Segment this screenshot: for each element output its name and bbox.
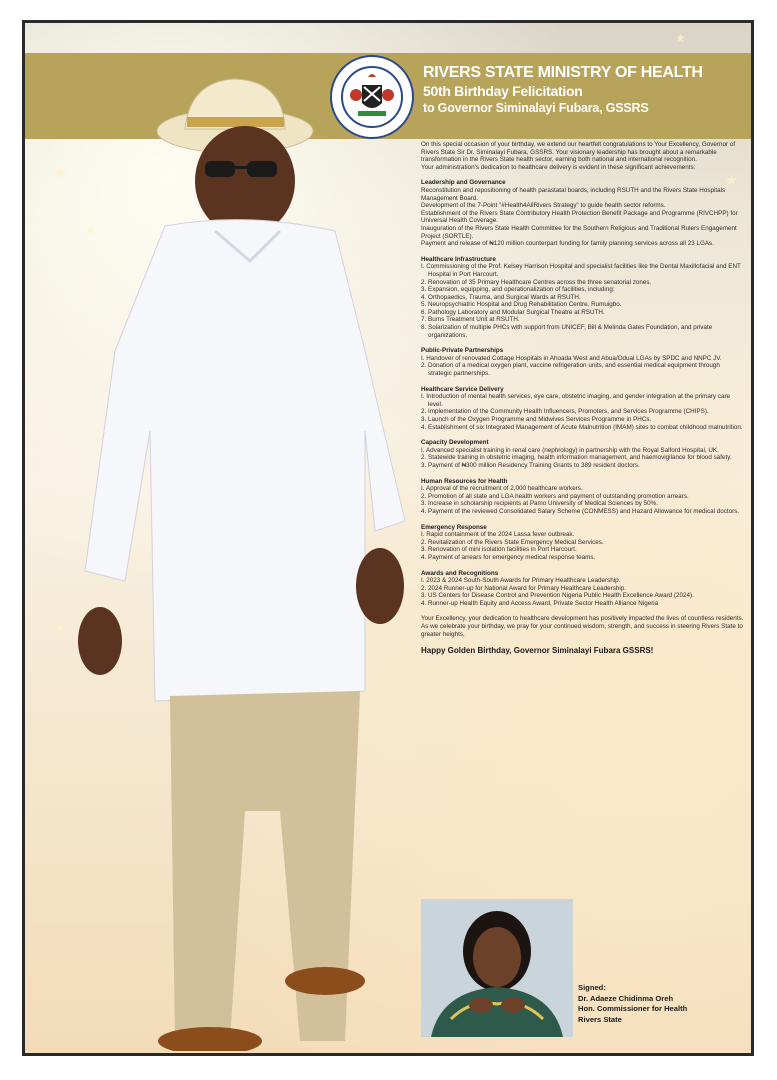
list-item: I. Advanced specialist training in renal care (nephrology) in partnership with the Royal Salford Hospital, UK. [421,446,719,454]
list-item: Reconstitution and repositioning of health parastatal boards, including RSUTH and the Rivers State Hospitals Management Board. [421,186,726,202]
section-service-delivery [421,386,745,432]
star-icon: ★ [53,163,68,182]
governor-photo [45,51,425,1051]
intro-paragraph: On this special occasion of your birthday, we extend our heartfelt congratulations to Your Excellency, Governor of Rivers State Sir Dr. Siminalayi Fubara, GSSRS. Your visionary leadership has brought about a remarkable transformation in the Rivers State health sector, earning both national and international recognition. [421,141,736,164]
section-heading: Healthcare Infrastructure [421,255,496,263]
list-item: 5. Neuropsychiatric Hospital and Drug Rehabilitation Centre, Rumuigbo. [421,301,622,309]
signatory-state: Rivers State [578,1014,622,1024]
section-infrastructure [421,256,745,340]
list-item: 2. Renovation of 35 Primary Healthcare Centres across the three senatorial zones. [421,278,652,286]
list-item: I. Approval of the recruitment of 2,000 healthcare workers. [421,485,583,493]
list-item: I. Rapid containment of the 2024 Lassa fever outbreak. [421,531,575,539]
list-item: 3. Payment of ₦300 million Residency Training Grants to 389 resident doctors. [421,461,640,469]
list-item: 4. Payment of the reviewed Consolidated Salary Scheme (CONMESS) and Hazard Allowance for medical doctors. [421,507,740,515]
star-icon: ★ [725,173,738,189]
section-human-resources [421,478,745,516]
list-item: Development of the 7-Point "#Health4AllRivers Strategy" to guide health sector reforms. [421,202,666,210]
list-item: I. 2023 & 2024 South-South Awards for Primary Healthcare Leadership. [421,577,621,585]
section-capacity [421,439,745,469]
list-item: 8. Solarization of multiple PHCs with support from UNICEF, Bill & Melinda Gates Foundation, and private organizations. [421,324,713,339]
list-item: 2. Statewide training in obstetric imaging, health information management, and haemovigilance for blood safety. [421,454,732,462]
list-item: Establishment of the Rivers State Contributory Health Protection Benefit Package and Programme (RIVCHPP) for Universal Health Coverage. [421,209,738,225]
star-icon: ★ [55,623,64,634]
star-icon: ★ [85,223,96,237]
list-item: 4. Runner-up Health Equity and Access Award, Private Sector Health Alliance Nigeria [421,599,659,607]
list-item: 2. Revitalization of the Rivers State Emergency Medical Services. [421,538,604,546]
section-heading: Emergency Response [421,523,487,531]
section-heading: Healthcare Service Delivery [421,385,504,393]
list-item: 2. 2024 Runner-up for National Award for Primary Healthcare Leadership. [421,584,626,592]
list-item: 4. Payment of arrears for emergency medical response teams. [421,553,596,561]
commissioner-photo [421,899,573,1037]
list-item: 3. Launch of the Oxygen Programme and Midwives Services Programme in PHCs. [421,416,652,423]
list-item: 3. US Centers for Disease Control and Prevention Nigeria Public Health Excellence Award (2024). [421,592,694,600]
header-title-block [423,63,753,116]
list-item: Inauguration of the Rivers State Health Committee for the Southern Religious and Traditional Rulers Engagement Project (SORTLE). [421,224,737,240]
section-heading: Leadership and Governance [421,179,506,187]
list-item: 4. Orthopaedics, Trauma, and Surgical Wards at RSUTH. [421,293,581,301]
section-awards [421,570,745,608]
list-item: 3. Increase in scholarship recipients at Pamo University of Medical Sciences by 50%. [421,500,658,508]
list-item: Payment and release of ₦120 million counterpart funding for family planning services across all 23 LGAs. [421,240,714,248]
signed-label: Signed: [578,983,606,992]
message-body [421,141,745,656]
coat-of-arms-seal [330,55,414,139]
signature-block [578,983,748,1025]
list-item: I. Handover of renovated Cottage Hospitals in Ahoada West and Abua/Odual LGAs by SPDC and NNPC JV. [421,354,722,362]
felicitation-subtitle: 50th Birthday Felicitation [423,83,583,99]
section-heading: Awards and Recognitions [421,569,499,577]
list-item: 3. Expansion, equipping, and operationalization of facilities, including: [421,286,615,294]
list-item: I. Introduction of mental health services, eye care, obstetric imaging, and gender integration at the primary care level. [421,393,731,408]
section-heading: Public-Private Partnerships [421,347,504,355]
list-item: 4. Establishment of six Integrated Management of Acute Malnutrition (IMAM) sites to combat childhood malnutrition. [421,423,743,431]
section-emergency [421,524,745,562]
section-heading: Human Resources for Health [421,477,508,485]
birthday-greeting: Happy Golden Birthday, Governor Siminalayi Fubara GSSRS! [421,646,654,656]
section-partnerships [421,347,745,377]
closing-paragraph: Your Excellency, your dedication to healthcare development has positively impacted the lives of countless residents. As we celebrate your birthday, we pray for your continued wisdom, strength, and success in steering Rivers State to greater heights. [421,615,744,638]
list-item: 2. Promotion of all state and LGA health workers and payment of outstanding promotion arrears. [421,492,689,500]
star-icon: ★ [675,31,686,45]
signatory-name: Dr. Adaeze Chidinma Oreh [578,993,674,1003]
intro-paragraph: Your administration's dedication to healthcare delivery is evident in these significant achievements: [421,163,696,171]
flyer-frame [22,20,754,1056]
section-heading: Capacity Development [421,439,489,447]
list-item: 7. Burns Treatment Unit at RSUTH. [421,316,520,324]
list-item: 6. Pathology Laboratory and Modular Surgical Theatre at RSUTH. [421,308,605,316]
list-item: 3. Renovation of mini isolation facilities in Port Harcourt. [421,546,577,554]
ministry-title: RIVERS STATE MINISTRY OF HEALTH [423,64,703,81]
list-item: 2. Implementation of the Community Health Influencers, Promoters, and Services Programme (CHIPS). [421,408,709,416]
list-item: 2. Donation of a medical oxygen plant, vaccine refrigeration units, and essential medical equipment through strategic partnerships. [421,362,720,378]
commissioner-portrait [421,899,573,1037]
coat-of-arms-icon [340,65,404,129]
list-item: I. Commissioning of the Prof. Kelsey Harrison Hospital and specialist facilities like the Dental Maxillofacial and ENT Hospital in Port Harcourt. [421,263,741,278]
recipient-line: to Governor Siminalayi Fubara, GSSRS [423,101,649,115]
signatory-title: Hon. Commissioner for Health [578,1004,688,1013]
section-leadership [421,179,745,247]
